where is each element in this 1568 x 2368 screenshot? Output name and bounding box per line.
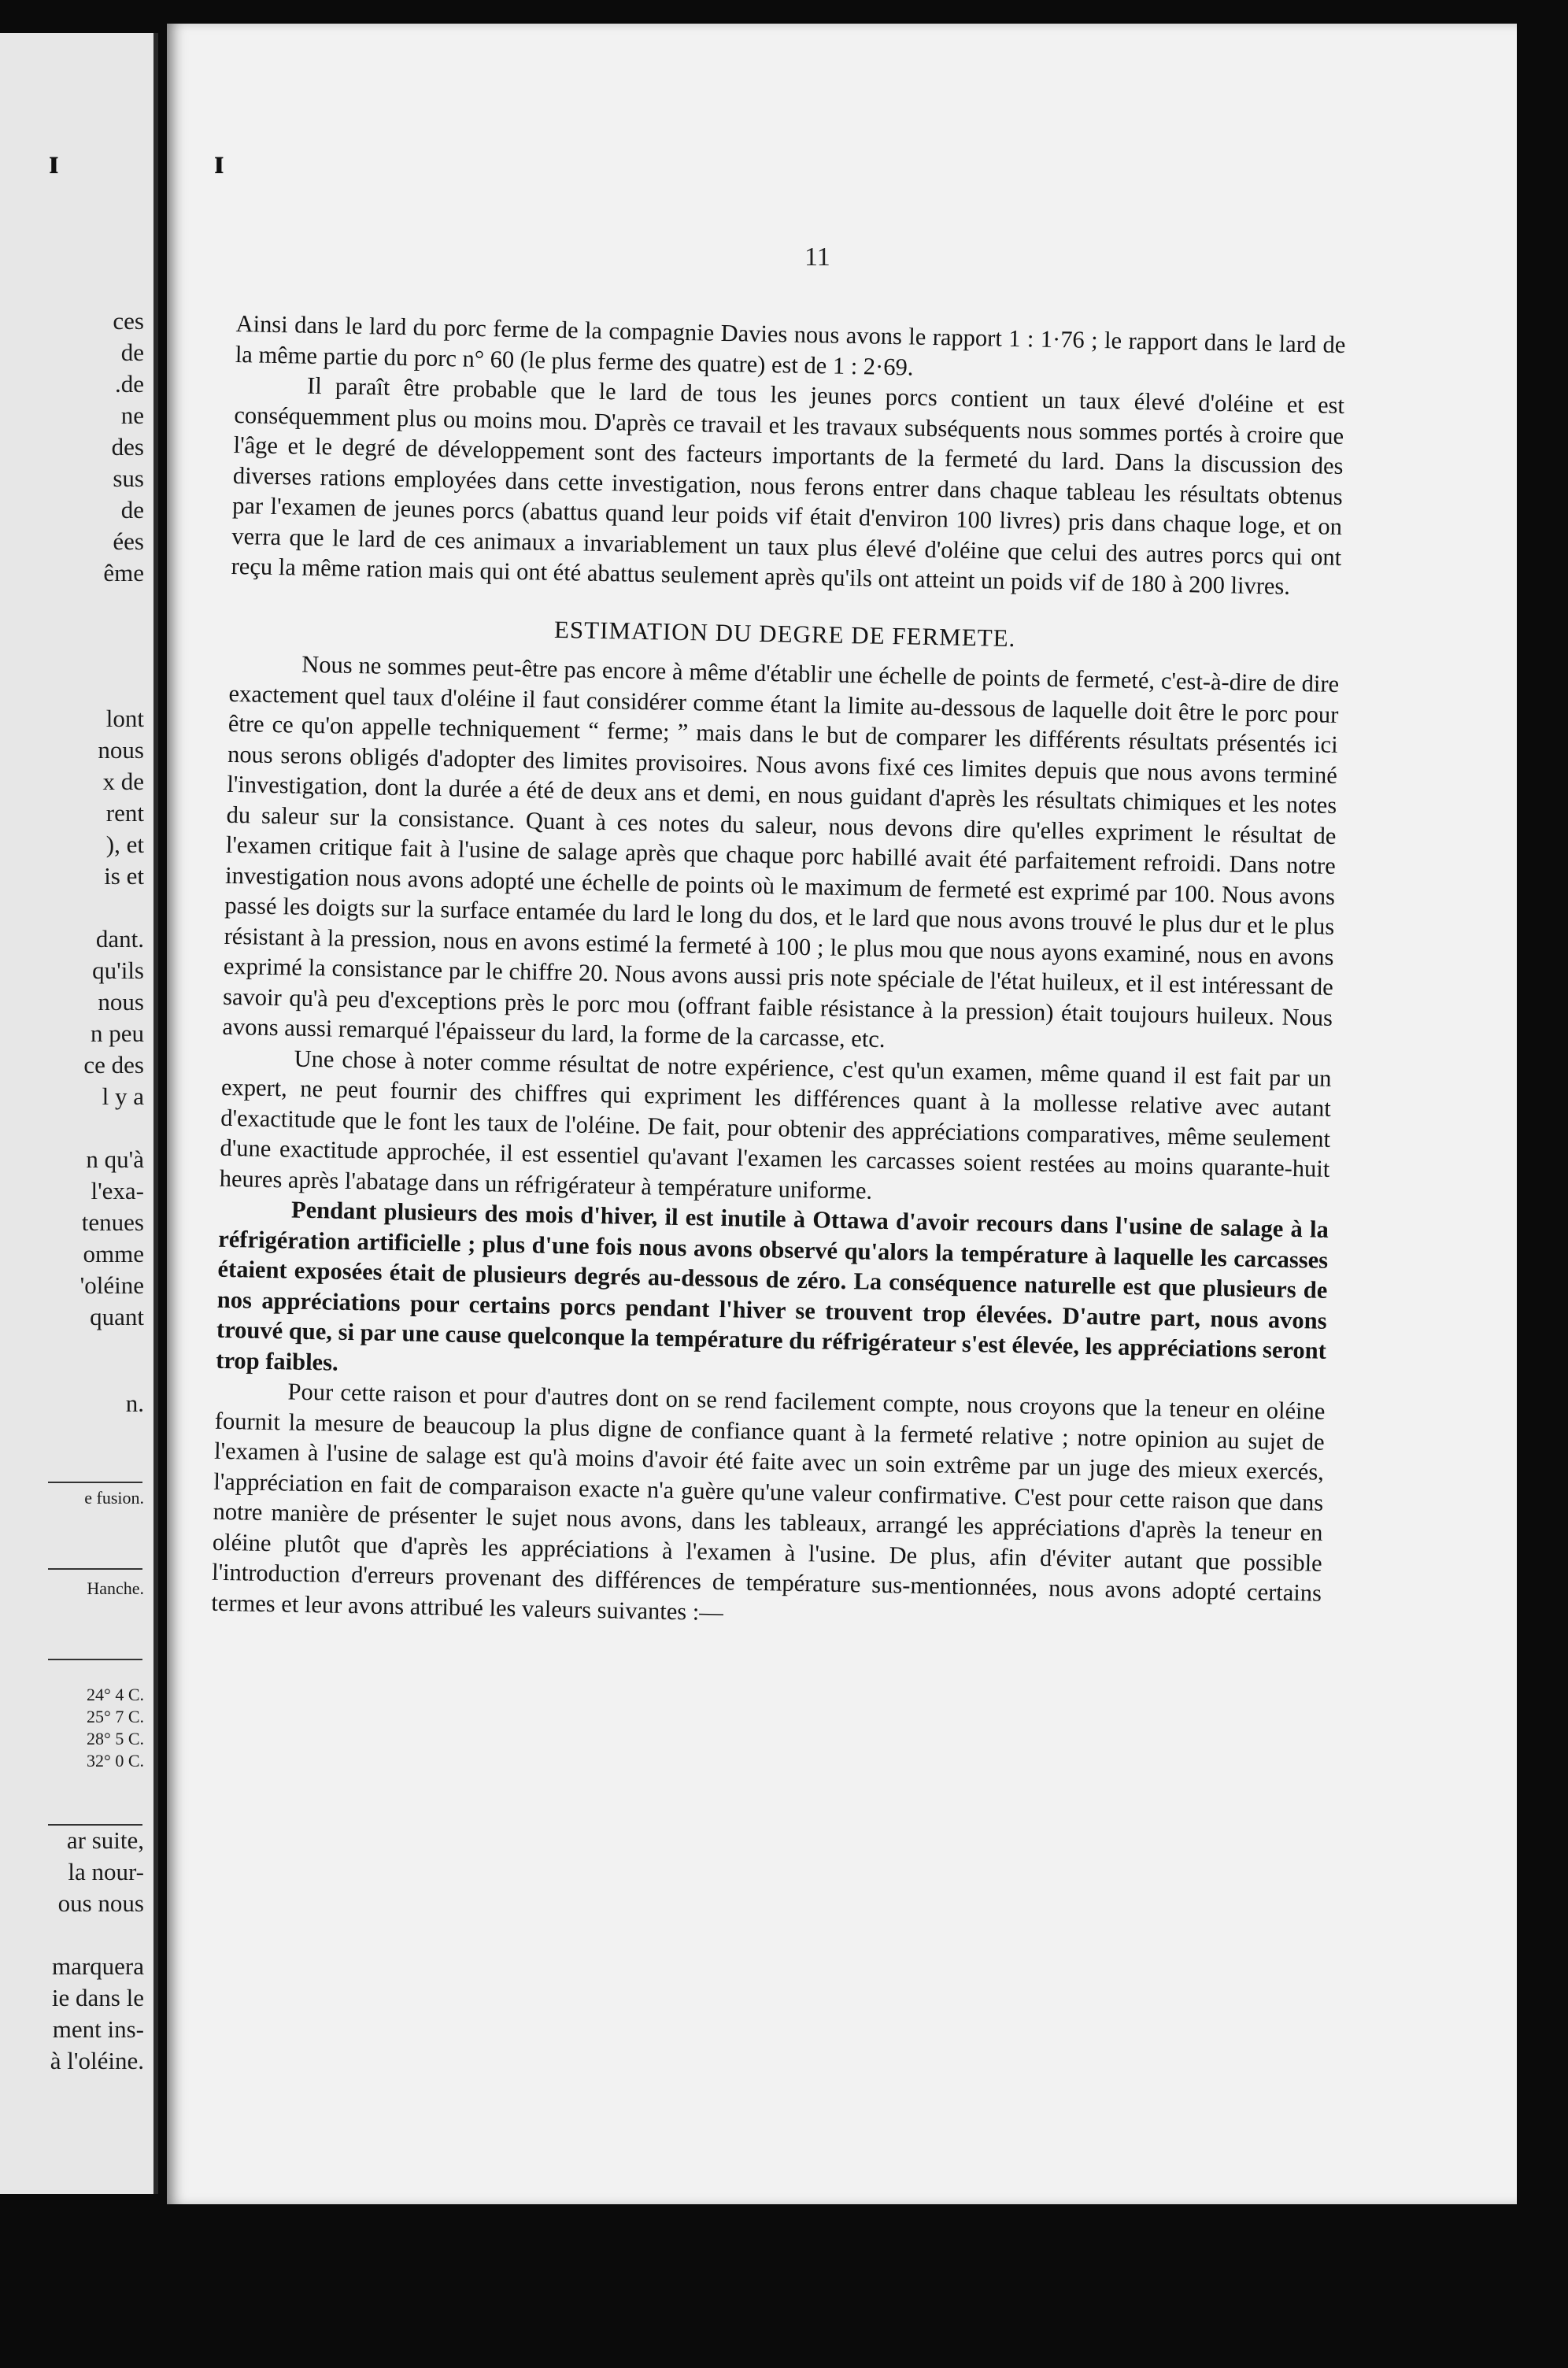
paragraph: Pour cette raison et pour d'autres dont on se rend facilement compte, nous croyons que la teneur en oléine fournit la mesure de beaucoup la plus digne de confiance quant à la fermeté relative ; notre opinion au sujet de l'examen à l'usine de salage est qu'à moins d'avoir été faite avec un soin extrême par un juge des mieux exercés, l'appréciation en fait de comparaison exacte n'a guère qu'une valeur confirmative. C'est pour cette raison que dans notre manière de présenter le sujet nous avons, dans les tableaux, arrangé les appréciations d'après la teneur en oléine plutôt que d'après les appréciations à l'examen à l'usine. De plus, afin d'éviter autant que possible l'introduction d'erreurs provenant des différences de température sus-mentionnées, nous avons adopté certains termes et leur avons attribué les valeurs suivantes :— (211, 1378, 1326, 1626)
facing-page-fragment: 24° 4 C. (87, 1685, 144, 1704)
facing-page-fragment: nous (98, 736, 144, 764)
margin-mark: ɪ (49, 142, 59, 181)
facing-page-fragment: 'oléine (80, 1271, 144, 1299)
facing-page-fragment: n peu (90, 1019, 144, 1047)
facing-page-fragment: e fusion. (84, 1488, 144, 1508)
facing-page-edge (0, 33, 158, 2194)
paragraph: Pendant plusieurs des mois d'hiver, il est inutile à Ottawa d'avoir recours dans l'usine de salage à la réfrigération artificielle ; plus d'une fois nous avons observé qu'alors la température à laquelle les carcasses étaient exposées était de plusieurs degrés au-dessous de zéro. La conséquence naturelle est que plusieurs de nos appréciations pour certains porcs pendant l'hiver se trouvent trop élevées. D'autre part, nous avons trouvé que, si par une cause quelconque la température du réfrigérateur s'est élevée, les appréciations seront trop faibles. (216, 1196, 1329, 1376)
facing-page-fragment: omme (83, 1240, 144, 1267)
facing-page-fragment: quant (90, 1303, 144, 1330)
facing-page-fragment: des (111, 433, 144, 461)
facing-page-fragment: lont (105, 705, 144, 732)
facing-page-fragment: de (120, 339, 144, 366)
facing-page-fragment: rent (105, 799, 144, 827)
facing-page-fragment: marquera (51, 1952, 144, 1980)
page-number: 11 (804, 242, 830, 272)
facing-page-fragment: ie dans le (51, 1984, 144, 2011)
facing-page-fragment: .de (114, 370, 144, 398)
facing-page-fragment: ar suite, (66, 1826, 144, 1854)
facing-page-fragment: nous (98, 988, 144, 1016)
facing-page-fragment: de (120, 496, 144, 524)
paragraph: Ainsi dans le lard du porc ferme de la compagnie Davies nous avons le rapport 1 : 1·76 ; le rapport dans le lard de la même partie du porc n° 60 (le plus ferme des quatre) est de 1 : 2·69. (235, 309, 1346, 381)
divider (48, 1824, 142, 1826)
facing-page-fragment: x de (102, 768, 144, 795)
facing-page-fragment: ), et (105, 831, 144, 858)
facing-page-fragment: ous nous (57, 1889, 144, 1917)
facing-page-fragment: n qu'à (86, 1145, 144, 1173)
facing-page-fragment: ême (103, 559, 144, 586)
section-heading: ESTIMATION DU DEGRE DE FERMETE. (553, 615, 1016, 652)
facing-page-fragment: 32° 0 C. (87, 1751, 144, 1770)
facing-page-fragment: à l'oléine. (50, 2047, 144, 2074)
facing-page-fragment: 25° 7 C. (87, 1707, 144, 1726)
facing-page-fragment: is et (104, 862, 144, 890)
facing-page-fragment: dant. (95, 925, 144, 953)
facing-page-fragment: ne (120, 401, 144, 429)
facing-page-fragment: ce des (83, 1051, 144, 1079)
book-page (167, 24, 1517, 2204)
facing-page-fragment: l'exa- (91, 1177, 144, 1204)
facing-page-fragment: n. (125, 1389, 144, 1417)
paragraph: Il paraît être probable que le lard de tous les jeunes porcs contient un taux élevé d'oléine et est conséquemment plus ou moins mou. D'après ce travail et les travaux subséquents nous sommes portés à croire que l'âge et le degré de développement sont des facteurs importants de la fermeté du lard. Dans la discussion des diverses rations employées dans cette investigation, nous ferons entrer dans chaque tableau les résultats obtenus par l'examen de jeunes porcs (abattus quand leur poids vif était d'environ 100 livres) pris dans chaque loge, et on verra que le lard de ces animaux a invariablement un taux plus élevé d'oléine que celui des autres porcs qui ont reçu la même ration mais qui ont été abattus seulement après qu'ils ont atteint un poids vif de 180 à 200 livres. (231, 372, 1345, 600)
scan-background (167, 2204, 1517, 2368)
facing-page-fragment: ment ins- (52, 2015, 144, 2043)
paragraph: Une chose à noter comme résultat de notre expérience, c'est qu'un examen, même quand il est fait par un expert, ne peut fournir des chiffres qui expriment les différences quant à la mollesse relative avec autant d'exactitude que le font les taux de l'oléine. De fait, pour obtenir des appréciations comparatives, même seulement d'une exactitude approchée, il est essentiel qu'avant l'examen les carcasses soient restées au moins quarante-huit heures après l'abatage dans un réfrigérateur à température uniforme. (219, 1045, 1332, 1204)
divider (48, 1659, 142, 1660)
facing-page-fragment: Hanche. (87, 1578, 144, 1598)
facing-page-fragment: qu'ils (92, 956, 144, 984)
margin-mark: ɪ (214, 142, 224, 181)
page-body (211, 309, 1346, 1639)
facing-page-fragment: sus (113, 464, 144, 492)
paragraph: Nous ne sommes peut-être pas encore à même d'établir une échelle de points de fermeté, c'est-à-dire de dire exactement quel taux d'oléine il faut considérer comme étant la limite au-dessous de laquelle doit être le porc pour être ce qu'on appelle techniquement “ ferme; ” mais dans le but de comparer les différents résultats présentés ici nous serons obligés d'adopter des limites provisoires. Nous avons fixé ces limites depuis que nous avons terminé l'investigation, dont la durée a été de deux ans et demi, en nous guidant d'après les résultats chimiques et les notes du saleur sur la consistance. Quant à ces notes du saleur, nous devons dire qu'elles expriment le résultat de l'examen critique fait à l'usine de salage après que chaque porc habillé avait été parfaitement refroidi. Dans notre investigation nous avons adopté une échelle de points où le maximum de fermeté est exprimé par 100. Nous avons passé les doigts sur la surface entamée du lard le long du dos, et le lard que nous avons trouvé le plus dur et le plus résistant à la pression, nous en avons estimé la fermeté à 100 ; le plus mou que nous ayons examiné, nous en avons exprimé la consistance par le chiffre 20. Nous avons aussi pris note spéciale de l'état huileux, et il est intéressant de savoir qu'à peu d'exceptions près le porc mou (offrant faible résistance à la pression) était toujours huileux. Nous avons aussi remarqué l'épaisseur du lard, la forme de la carcasse, etc. (222, 650, 1340, 1053)
divider (48, 1482, 142, 1483)
facing-page-fragment: 28° 5 C. (87, 1729, 144, 1748)
facing-page-fragment: la nour- (68, 1858, 144, 1885)
facing-page-fragment: ces (113, 307, 144, 335)
facing-page-fragment: l y a (102, 1082, 144, 1110)
facing-page-fragment: tenues (81, 1208, 144, 1236)
facing-page-fragment: ées (113, 527, 144, 555)
divider (48, 1568, 142, 1570)
